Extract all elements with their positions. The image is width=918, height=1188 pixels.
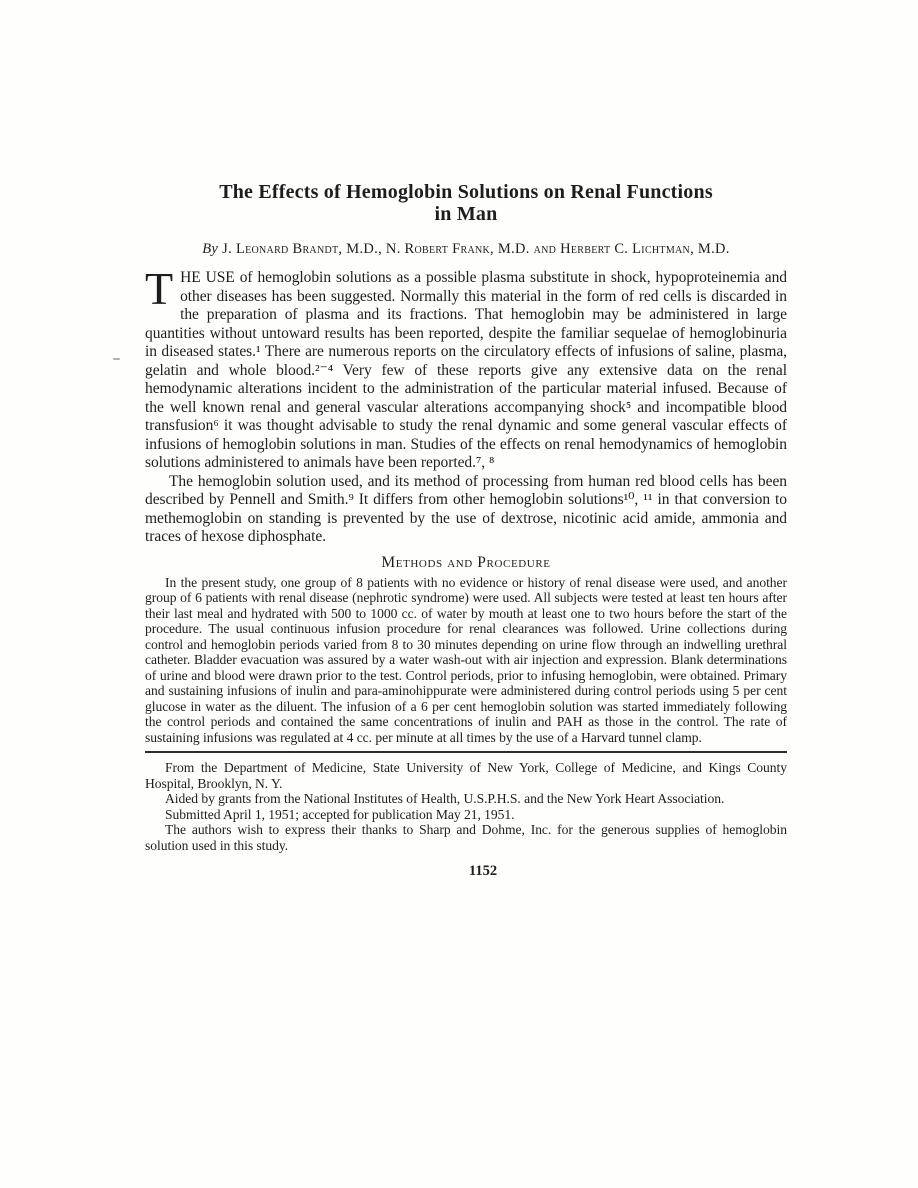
methods-paragraph: In the present study, one group of 8 patients with no evidence or history of renal disease were used, and another group of 6 patients with renal disease (nephrotic syndrome) were used. All subjects were tested at least ten hours after their last meal and hydrated with 500 to 1000 cc. of water by mouth at least one to two hours before the start of the procedure. The usual continuous infusion procedure for renal clearances was followed. Urine collections during control and hemoglobin periods varied from 8 to 30 minutes depending on urine flow through an indwelling urethral catheter. Bladder evacuation was assured by a water wash-out with air injection and expression. Blank determinations of urine and blood were drawn prior to the test. Control periods, prior to infusing hemoglobin, were obtained. Primary and sustaining infusions of inulin and para-aminohippurate were administered during control periods using 5 per cent glucose in water as the diluent. The infusion of a 6 per cent hemoglobin solution was started immediately following the control periods and contained the same concentrations of inulin and PAH as those in the control. The rate of sustaining infusions was regulated at 4 cc. per minute at all times by the use of a Harvard tunnel clamp. [145,574,787,745]
footnote-acknowledgment: The authors wish to express their thanks to Sharp and Dohme, Inc. for the generous supplies of hemoglobin solution used in this study. [145,822,787,853]
article-title [145,181,787,225]
article [145,0,787,880]
title-line-1: The Effects of Hemoglobin Solutions on Renal Functions [219,181,713,203]
footnotes-block [145,760,787,853]
methods-section-heading: Methods and Procedure [381,553,551,571]
byline-authors: J. Leonard Brandt, M.D., N. Robert Frank, M.D. and Herbert C. Lichtman, M.D. [222,241,730,257]
scan-artifact [113,358,120,360]
footnote-affiliation: From the Department of Medicine, State University of New York, College of Medicine, and Kings County Hospital, Brooklyn, N. Y. [145,760,787,791]
title-line-2: in Man [434,203,498,225]
byline-by-label: By [202,241,219,257]
intro-paragraph-1-text: HE USE of hemoglobin solutions as a possible plasma substitute in shock, hypoproteinemia and other diseases has been suggested. Normally this material in the form of red cells is discarded in the preparation of plasma and its fractions. That hemoglobin may be administered in large quantities without untoward results has been reported, despite the familiar sequelae of hemoglobinuria in diseased states.¹ There are numerous reports on the circulatory effects of infusions of saline, plasma, gelatin and whole blood.²⁻⁴ Very few of these reports give any extensive data on the renal hemodynamic alterations incident to the administration of the particular material infused. Because of the well known renal and general vascular alterations accompanying shock⁵ and incompatible blood transfusion⁶ it was thought advisable to study the renal dynamic and some general vascular effects of infusions of hemoglobin solutions in man. Studies of the effects on renal hemodynamics of hemoglobin solutions administered to animals have been reported.⁷, ⁸ [145,269,787,471]
byline [168,241,764,258]
footnote-grants: Aided by grants from the National Institutes of Health, U.S.P.H.S. and the New York Heart Association. [165,791,725,806]
footnote-divider [145,751,787,753]
intro-paragraph-2: The hemoglobin solution used, and its method of processing from human red blood cells has been described by Pennell and Smith.⁹ It differs from other hemoglobin solutions¹⁰, ¹¹ in that conversion to methemoglobin on standing is prevented by the use of dextrose, nicotinic acid amide, ammonia and traces of hexose diphosphate. [145,472,787,545]
intro-paragraph-1 [145,263,787,473]
page-number: 1152 [468,863,498,879]
footnote-submission-dates: Submitted April 1, 1951; accepted for publication May 21, 1951. [165,806,515,822]
dropcap-letter: T [145,263,174,314]
